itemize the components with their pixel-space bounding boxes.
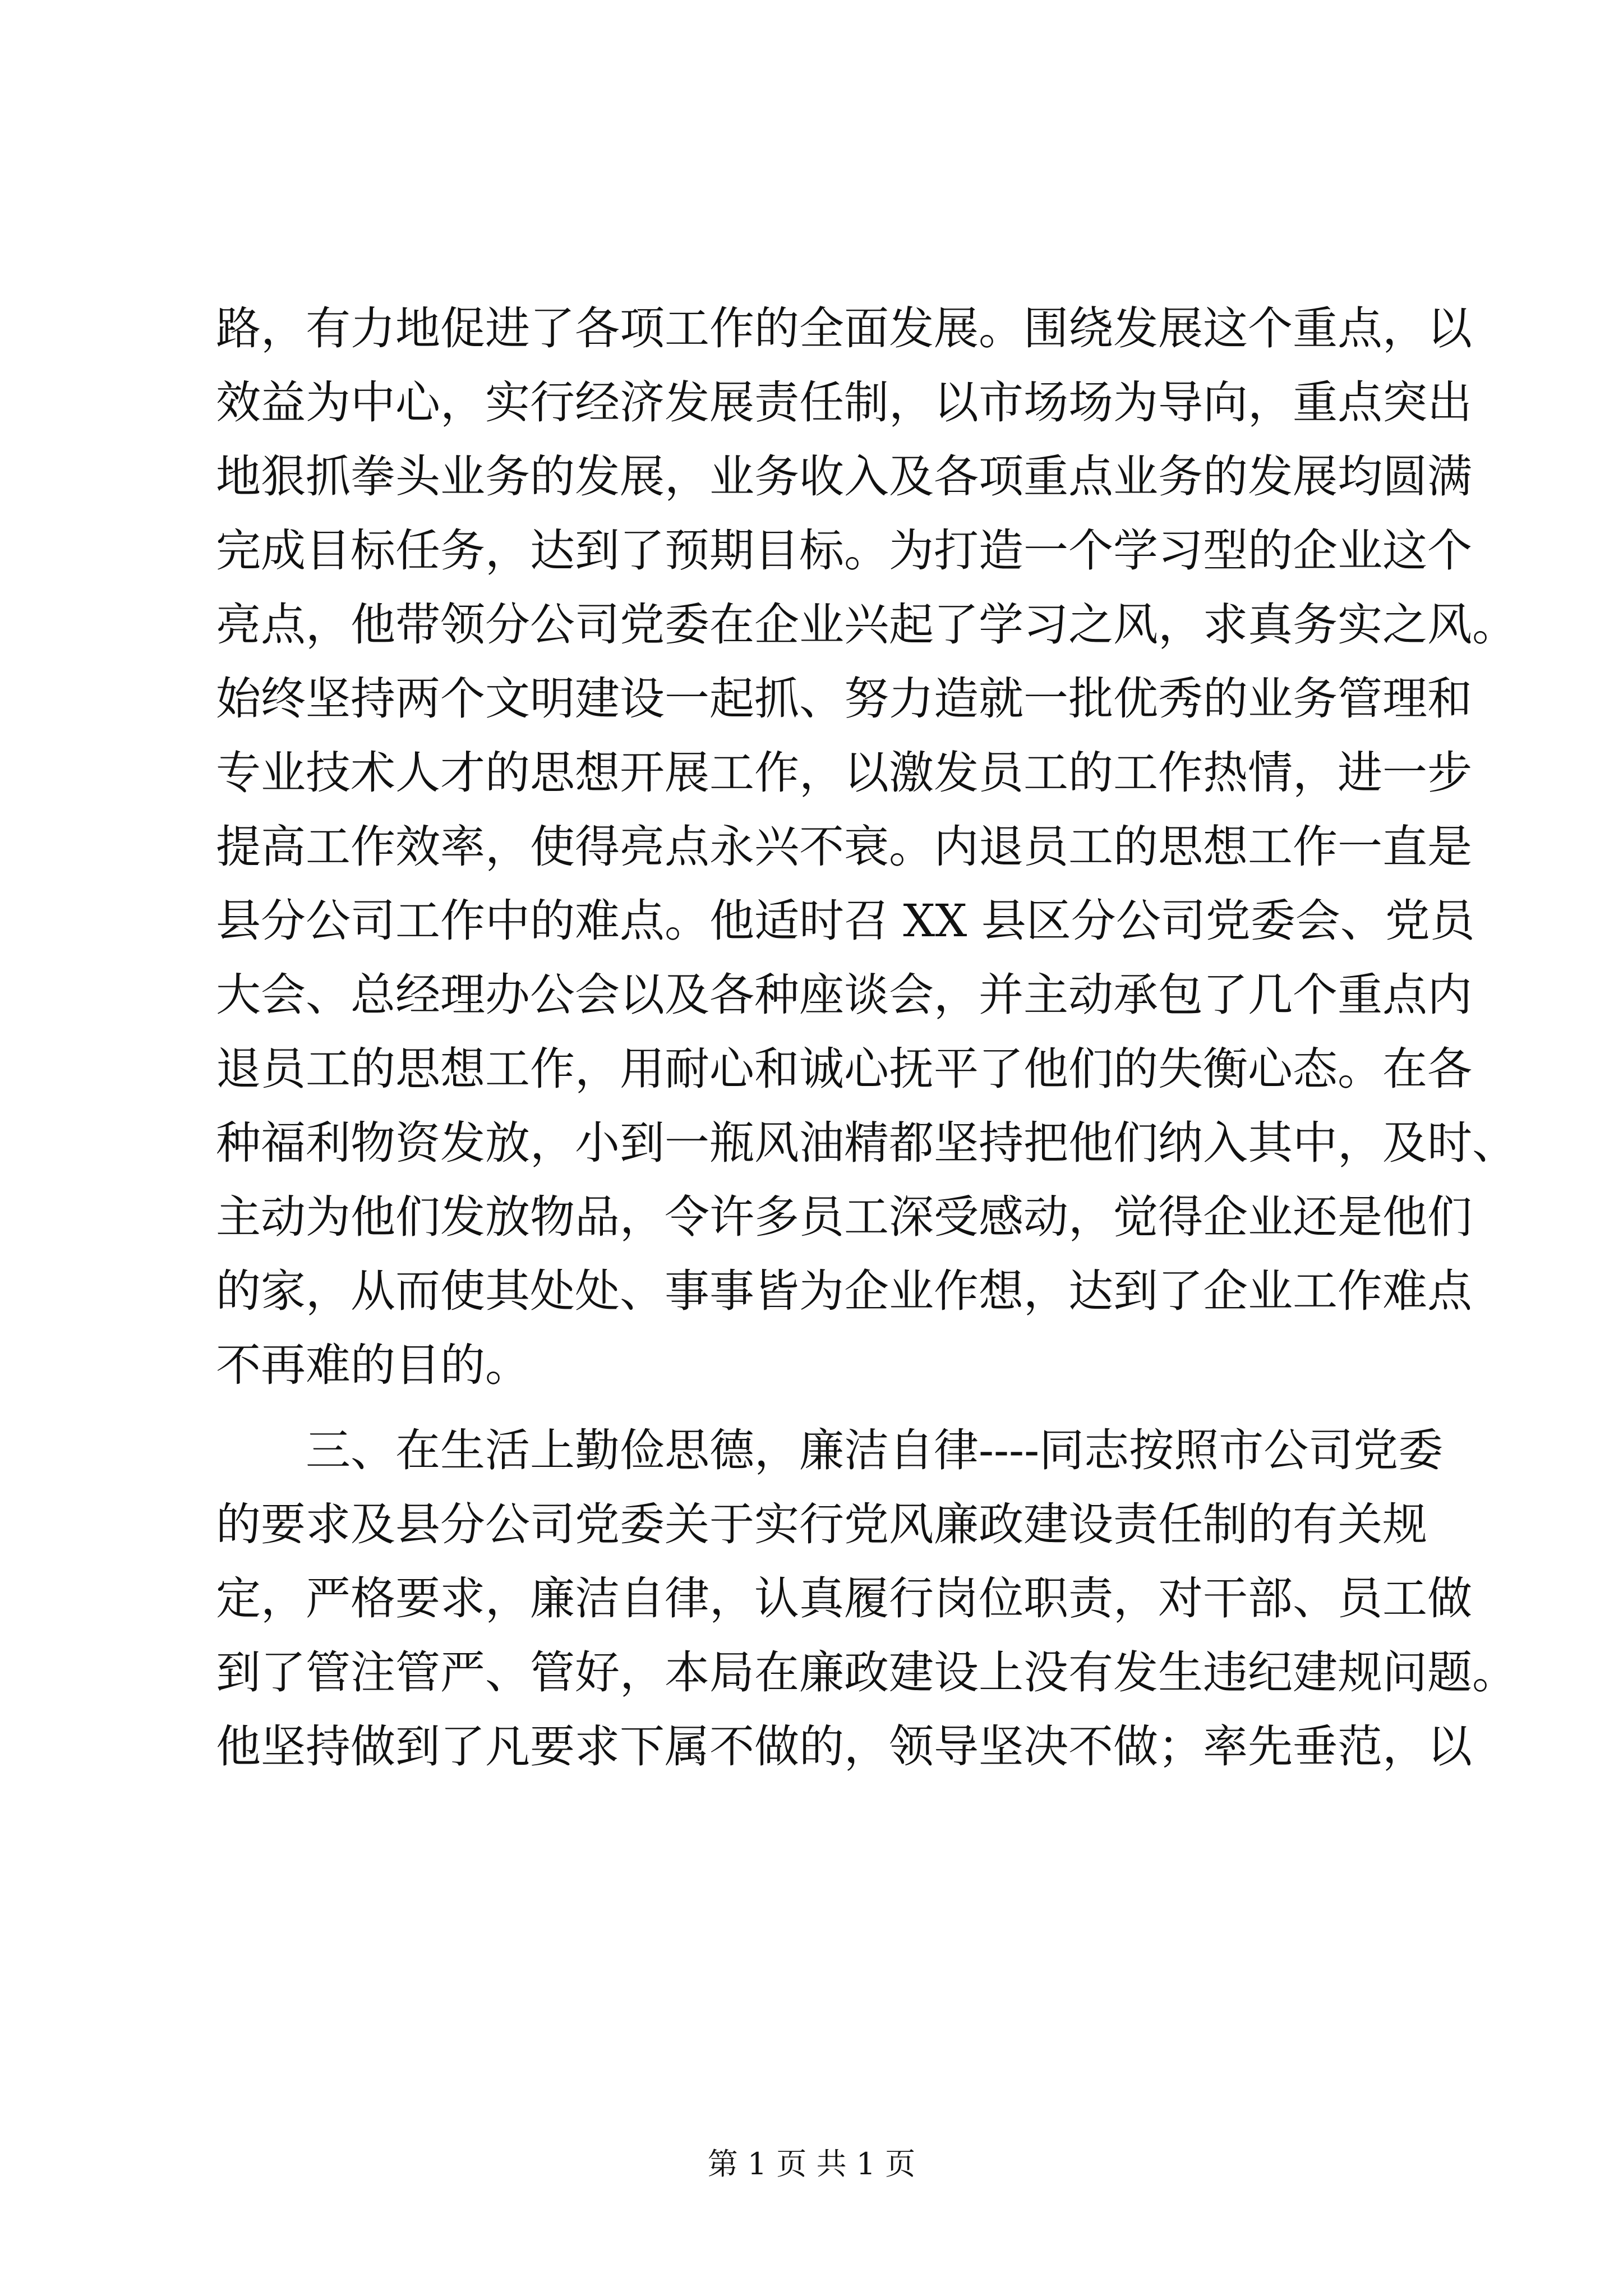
page-footer: 第 1 页 共 1 页 xyxy=(707,2146,916,2182)
text-line: 不再难的目的。 xyxy=(216,1339,530,1391)
paragraph-2 xyxy=(216,1414,1517,1784)
paragraph-1 xyxy=(216,292,1517,1402)
text-line: 的要求及县分公司党委关于实行党风廉政建设责任制的有关规 xyxy=(216,1498,1427,1550)
text-line: 提高工作效率，使得亮点永兴不衰。内退员工的思想工作一直是 xyxy=(216,821,1472,873)
text-line: 效益为中心，实行经济发展责任制，以市场场为导向，重点突出 xyxy=(216,376,1472,429)
text-line: 退员工的思想工作，用耐心和诚心抚平了他们的失衡心态。在各 xyxy=(216,1043,1472,1095)
text-line: 的家，从而使其处处、事事皆为企业作想，达到了企业工作难点 xyxy=(216,1265,1472,1317)
body-text xyxy=(216,292,1517,1784)
text-line: 主动为他们发放物品，令许多员工深受感动，觉得企业还是他们 xyxy=(216,1191,1472,1243)
text-line: 他坚持做到了凡要求下属不做的，领导坚决不做；率先垂范，以 xyxy=(216,1720,1472,1773)
text-line: 大会、总经理办公会以及各种座谈会，并主动承包了几个重点内 xyxy=(216,969,1472,1021)
paragraph-spacer xyxy=(216,1402,1422,1414)
text-line: 种福利物资发放，小到一瓶风油精都坚持把他们纳入其中，及时、 xyxy=(216,1117,1517,1169)
text-line: 地狠抓拳头业务的发展，业务收入及各项重点业务的发展均圆满 xyxy=(216,450,1472,503)
text-line: 县分公司工作中的难点。他适时召 XX 县区分公司党委会、党员 xyxy=(216,895,1475,947)
text-line: 到了管注管严、管好，本局在廉政建设上没有发生违纪建规问题。 xyxy=(216,1646,1517,1699)
text-line: 始终坚持两个文明建设一起抓、努力造就一批优秀的业务管理和 xyxy=(216,673,1472,725)
text-line: 路，有力地促进了各项工作的全面发展。围绕发展这个重点，以 xyxy=(216,302,1472,355)
text-line: 定，严格要求，廉洁自律，认真履行岗位职责，对干部、员工做 xyxy=(216,1572,1472,1625)
text-line: 专业技术人才的思想开展工作，以激发员工的工作热情，进一步 xyxy=(216,747,1472,799)
text-line: 亮点，他带领分公司党委在企业兴起了学习之风，求真务实之风。 xyxy=(216,599,1517,651)
text-line: 完成目标任务，达到了预期目标。为打造一个学习型的企业这个 xyxy=(216,524,1472,577)
text-line: 三、在生活上勤俭思德，廉洁自律----同志按照市公司党委 xyxy=(306,1424,1444,1476)
